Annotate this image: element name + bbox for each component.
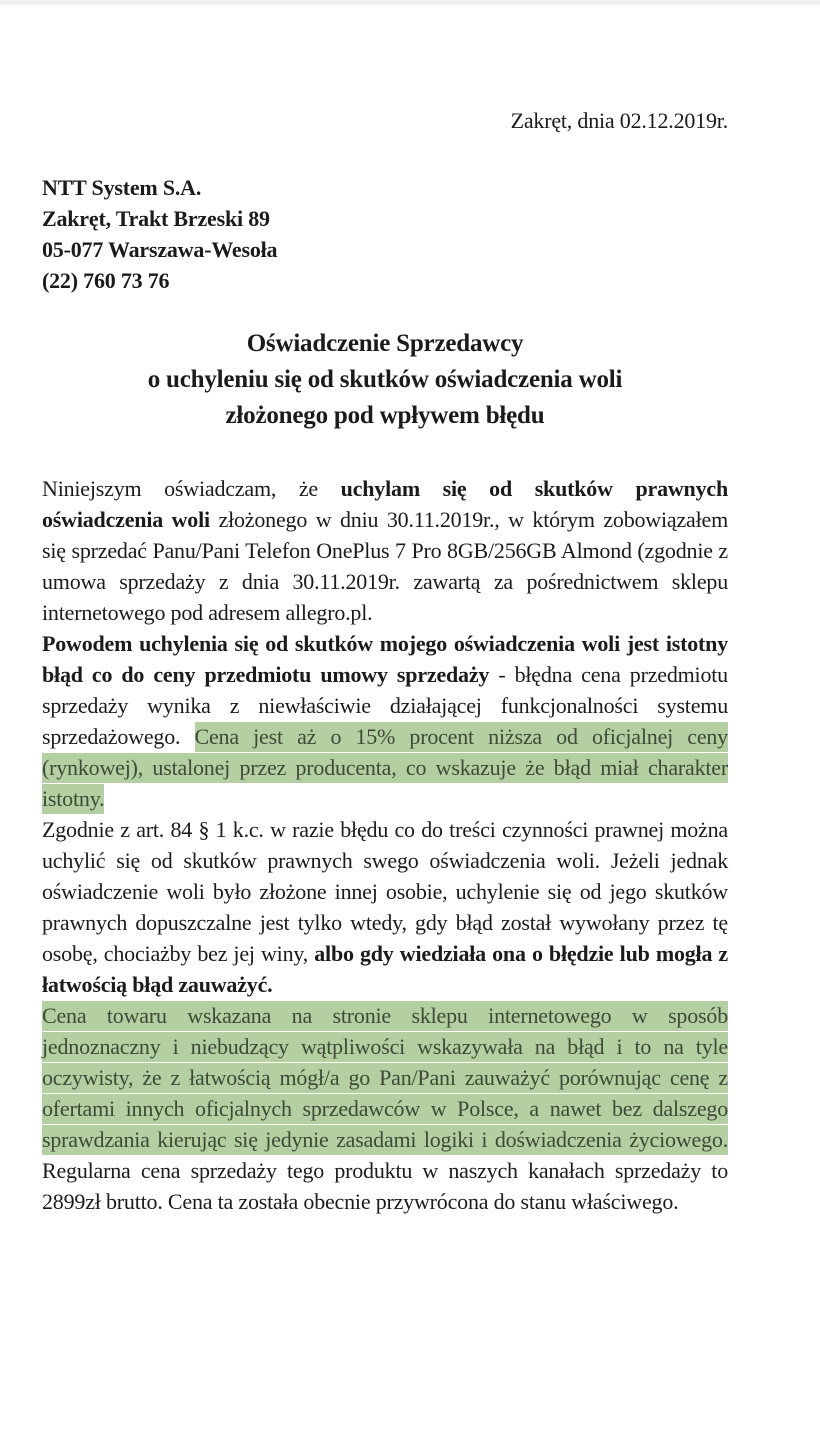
date-line: Zakręt, dnia 02.12.2019r. <box>510 108 728 133</box>
title-line-1: Oświadczenie Sprzedawcy <box>246 330 524 357</box>
sender-city: 05-077 Warszawa-Wesoła <box>42 237 278 262</box>
body-text-run: - błędna cena przedmiotu sprzedaży wynika z niewłaściwie działającej funkcjonalności systemu sprzedażowego. <box>42 662 728 749</box>
body-text-run: Regularna cena sprzedaży tego produktu w naszych kanałach sprzedaży to 2899zł brutto. Cena ta została obecnie przywrócona do stanu właściwego. <box>42 1158 728 1214</box>
document-title <box>42 326 728 434</box>
document-body <box>42 473 728 1217</box>
body-text-run: Niniejszym oświadczam, że <box>42 476 341 501</box>
paragraph <box>42 473 728 628</box>
paragraph <box>42 628 728 814</box>
sender-block <box>42 172 728 296</box>
highlighted-text: Cena towaru wskazana na stronie sklepu internetowego w sposób jednoznaczny i niebudzący wątpliwości wskazywała na błąd i to na tyle oczywisty, że z łatwością mógł/a go Pan/Pani zauważyć porównując cenę z ofertami innych oficjalnych sprzedawców w Polsce, a nawet bez dalszego sprawdzania kierując się jedynie zasadami logiki i doświadczenia życiowego. <box>42 1001 728 1155</box>
body-text-run: Zgodnie z art. 84 § 1 k.c. w razie błędu co do treści czynności prawnej można uchylić się od skutków prawnych swego oświadczenia woli. Jeżeli jednak oświadczenie woli było złożone innej osobie, uchylenie się od jego skutków prawnych dopuszczalne jest tylko wtedy, gdy błąd został wywołany przez tę osobę, chociażby bez jej winy, <box>42 817 728 966</box>
paragraph <box>42 1000 728 1217</box>
paragraph <box>42 814 728 1000</box>
sender-street: Zakręt, Trakt Brzeski 89 <box>42 206 270 231</box>
title-line-2: o uchyleniu się od skutków oświadczenia woli <box>147 366 623 393</box>
bold-text: Powodem uchylenia się od skutków mojego oświadczenia woli jest istotny błąd co do ceny przedmiotu umowy sprzedaży <box>42 631 728 687</box>
bold-text: albo gdy wiedziała ona o błędzie lub mogła z łatwością błąd zauważyć. <box>42 941 728 997</box>
sender-name: NTT System S.A. <box>42 175 202 200</box>
highlighted-text: Cena jest aż o 15% procent niższa od oficjalnej ceny (rynkowej), ustalonej przez producenta, co wskazuje że błąd miał charakter istotny. <box>42 722 728 814</box>
body-text-run: złożonego w dniu 30.11.2019r., w którym zobowiązałem się sprzedać Panu/Pani Telefon OnePlus 7 Pro 8GB/256GB Almond (zgodnie z umowa sprzedaży z dnia 30.11.2019r. zawartą za pośrednictwem sklepu internetowego pod adresem allegro.pl. <box>42 507 728 625</box>
sender-phone: (22) 760 73 76 <box>42 268 170 293</box>
bold-text: uchylam się od skutków prawnych oświadczenia woli <box>42 476 728 532</box>
document-content <box>42 5 728 1217</box>
title-line-3: złożonego pod wpływem błędu <box>225 402 545 429</box>
